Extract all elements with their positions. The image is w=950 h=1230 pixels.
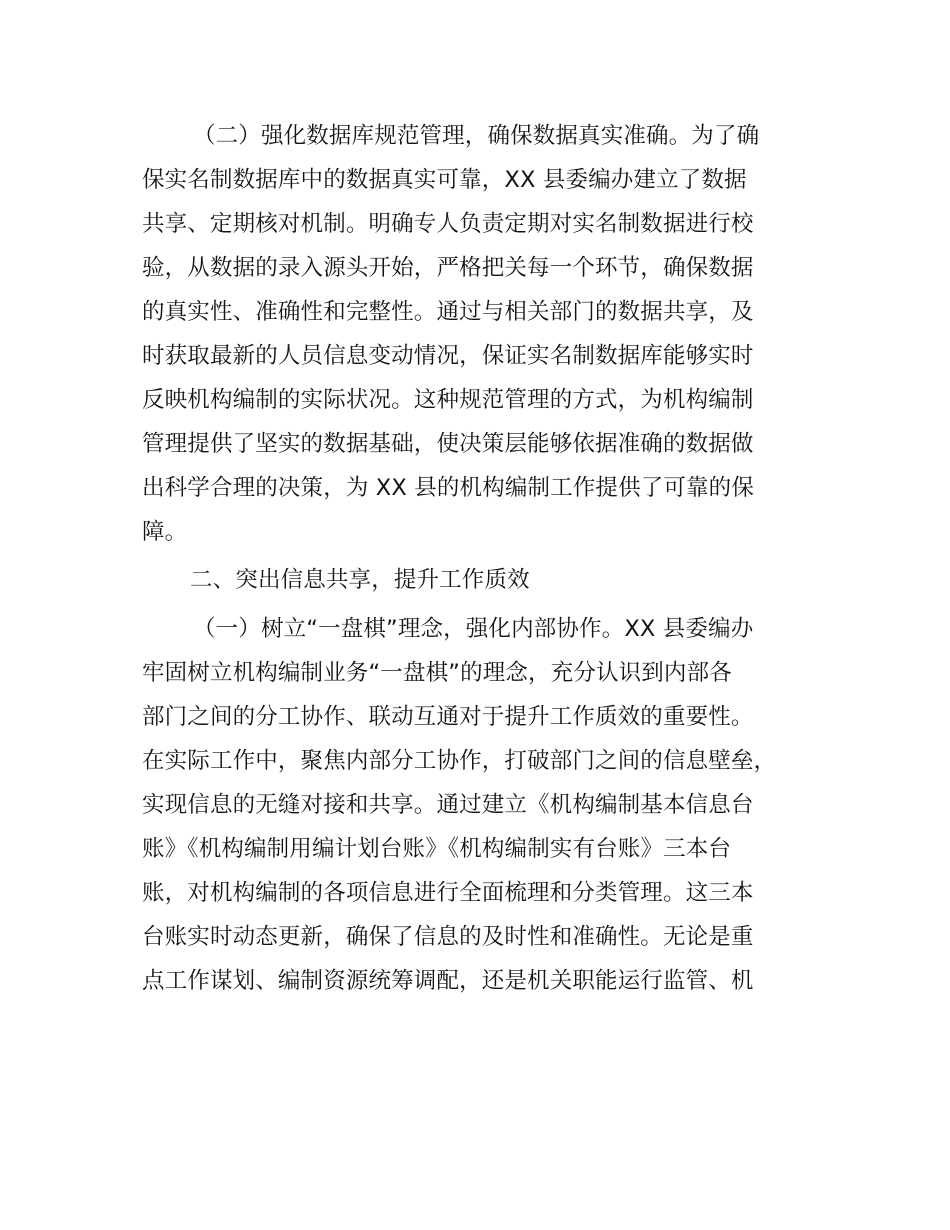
- paragraph-line-17: 账》《机构编制用编计划台账》《机构编制实有台账》三本台: [142, 836, 732, 862]
- paragraph-line-9: 出科学合理的决策，为 XX 县的机构编制工作提供了可靠的保: [142, 475, 754, 501]
- paragraph-line-5: 的真实性、准确性和完整性。通过与相关部门的数据共享，及: [142, 299, 754, 325]
- paragraph-line-7: 反映机构编制的实际状况。这种规范管理的方式，为机构编制: [142, 387, 754, 413]
- paragraph-line-18: 账，对机构编制的各项信息进行全面梳理和分类管理。这三本: [142, 880, 754, 906]
- section-heading: 二、突出信息共享，提升工作质效: [190, 567, 530, 593]
- paragraph-line-19: 台账实时动态更新，确保了信息的及时性和准确性。无论是重: [142, 924, 754, 950]
- paragraph-line-14: 部门之间的分工协作、联动互通对于提升工作质效的重要性。: [142, 704, 754, 730]
- paragraph-line-12: （一）树立“一盘棋”理念，强化内部协作。XX 县委编办: [193, 616, 754, 642]
- paragraph-line-2: 保实名制数据库中的数据真实可靠，XX 县委编办建立了数据: [142, 167, 747, 193]
- paragraph-line-6: 时获取最新的人员信息变动情况，保证实名制数据库能够实时: [142, 343, 754, 369]
- paragraph-line-16: 实现信息的无缝对接和共享。通过建立《机构编制基本信息台: [142, 792, 754, 818]
- paragraph-line-4: 验，从数据的录入源头开始，严格把关每一个环节，确保数据: [142, 255, 754, 281]
- paragraph-line-13: 牢固树立机构编制业务“一盘棋”的理念，充分认识到内部各: [142, 660, 732, 686]
- paragraph-line-10: 障。: [142, 519, 188, 545]
- paragraph-line-3: 共享、定期核对机制。明确专人负责定期对实名制数据进行校: [142, 211, 754, 237]
- paragraph-line-20: 点工作谋划、编制资源统筹调配，还是机关职能运行监管、机: [142, 968, 754, 994]
- paragraph-line-15: 在实际工作中，聚焦内部分工协作，打破部门之间的信息壁垒，: [142, 748, 777, 774]
- paragraph-line-1: （二）强化数据库规范管理，确保数据真实准确。为了确: [193, 123, 760, 149]
- paragraph-line-8: 管理提供了坚实的数据基础，使决策层能够依据准确的数据做: [142, 431, 754, 457]
